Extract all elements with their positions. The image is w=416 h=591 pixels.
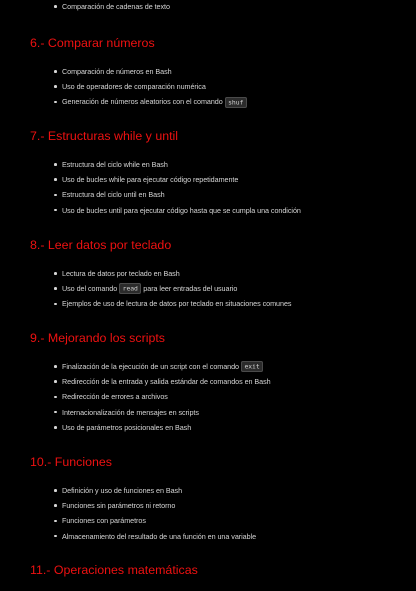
topic-list-9 <box>54 362 404 438</box>
section-title-11: 11.- Operaciones matemáticas <box>30 563 198 577</box>
list-item: Estructura del ciclo until en Bash <box>54 190 404 205</box>
list-item: Lectura de datos por teclado en Bash <box>54 269 404 284</box>
code-read: read <box>119 283 141 294</box>
list-item: Uso de operadores de comparación numérica <box>54 82 404 97</box>
topic-list-previous <box>54 2 404 17</box>
list-item: Definición y uso de funciones en Bash <box>54 486 404 501</box>
list-item: Estructura del ciclo while en Bash <box>54 160 404 175</box>
topic-list-7 <box>54 160 404 221</box>
topic-list-6 <box>54 67 404 113</box>
list-item: Uso de bucles while para ejecutar código repetidamente <box>54 175 404 190</box>
list-item: Comparación de cadenas de texto <box>54 2 404 17</box>
section-title-6: 6.- Comparar números <box>30 36 155 50</box>
code-shuf: shuf <box>225 97 247 108</box>
list-item: Funciones sin parámetros ni retorno <box>54 501 404 516</box>
list-item: Finalización de la ejecución de un script con el comando exit <box>54 362 404 377</box>
section-title-7: 7.- Estructuras while y until <box>30 129 179 143</box>
section-title-8: 8.- Leer datos por teclado <box>30 238 172 252</box>
list-item: Uso de parámetros posicionales en Bash <box>54 423 404 438</box>
list-item: Uso de bucles until para ejecutar código hasta que se cumpla una condición <box>54 206 404 221</box>
code-exit: exit <box>241 361 263 372</box>
topic-list-8 <box>54 269 404 315</box>
list-item: Internacionalización de mensajes en scripts <box>54 408 404 423</box>
list-item: Redirección de la entrada y salida estándar de comandos en Bash <box>54 377 404 392</box>
topic-list-10 <box>54 486 404 547</box>
list-item: Uso del comando read para leer entradas del usuario <box>54 284 404 299</box>
section-title-10: 10.- Funciones <box>30 455 112 469</box>
list-item: Almacenamiento del resultado de una función en una variable <box>54 532 404 547</box>
list-item: Ejemplos de uso de lectura de datos por teclado en situaciones comunes <box>54 299 404 314</box>
list-item: Funciones con parámetros <box>54 516 404 531</box>
section-title-9: 9.- Mejorando los scripts <box>30 331 165 345</box>
list-item: Comparación de números en Bash <box>54 67 404 82</box>
list-item: Redirección de errores a archivos <box>54 392 404 407</box>
list-item: Generación de números aleatorios con el comando shuf <box>54 97 404 112</box>
